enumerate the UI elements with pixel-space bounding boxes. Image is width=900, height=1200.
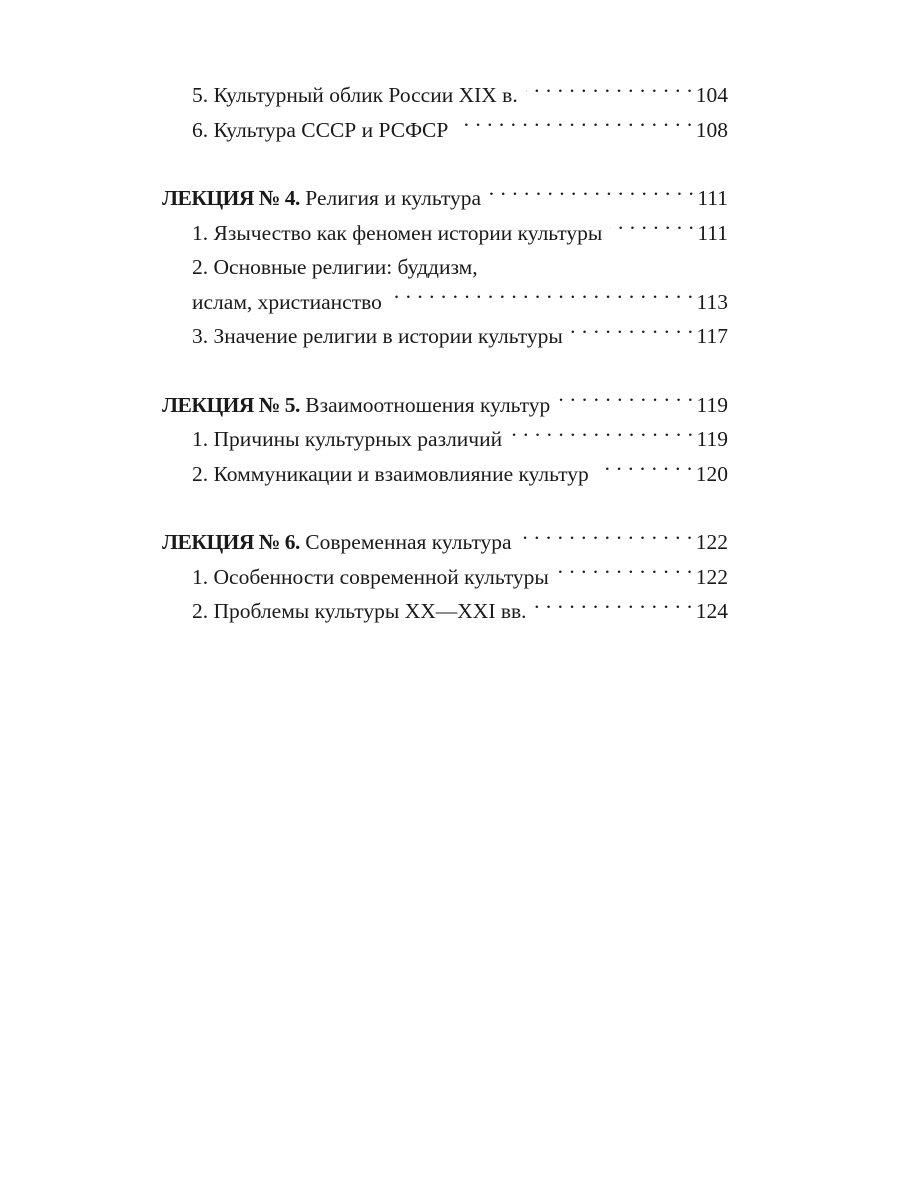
lecture-label: ЛЕКЦИЯ № 4. [162,186,300,210]
toc-entry-title: 3. Значение религии в истории культуры [192,324,563,348]
toc-entry-line-2[interactable] [162,285,728,320]
toc-lecture-title [162,525,512,560]
toc-entry[interactable] [162,560,728,595]
toc-entry[interactable] [162,216,728,251]
toc-entry-title: 1. Язычество как феномен истории культуры [192,220,603,245]
dot-leader [557,562,693,584]
dot-leader [571,322,694,344]
toc-entry-page: 122 [695,530,728,554]
toc-section-lecture-5 [162,388,728,492]
toc-lecture-heading[interactable] [162,525,728,560]
toc-lecture-title [162,388,550,423]
dot-leader [558,390,693,412]
dot-leader [535,597,693,619]
toc-entry[interactable] [162,594,728,629]
lecture-label: ЛЕКЦИЯ № 6. [162,530,300,554]
toc-entry-page: 122 [695,564,728,589]
toc-entry[interactable] [162,78,728,113]
toc-entry-title: 2. Проблемы культуры XX—XXI вв. [192,599,527,623]
toc-entry-title: 2. Основные религии: буддизм, [192,255,478,279]
toc-entry[interactable] [162,457,728,492]
lecture-name: Современная культура [305,530,512,554]
toc-entry-title: 6. Культура СССР и РСФСР [192,117,449,142]
toc-section-lecture-6 [162,525,728,629]
toc-entry-page: 120 [695,461,728,486]
dot-leader [456,115,692,137]
toc-entry-page: 119 [696,392,728,417]
dot-leader [597,459,693,481]
toc-entry[interactable] [162,422,728,457]
toc-entry-page: 111 [697,186,728,210]
dot-leader [610,218,694,240]
toc-entry[interactable] [162,113,728,148]
toc-entry-line-1[interactable] [162,250,728,285]
toc-lecture-title [162,181,481,216]
lecture-label: ЛЕКЦИЯ № 5. [162,392,300,417]
dot-leader [489,184,694,206]
toc-entry-page: 117 [696,324,728,348]
toc-section-lecture-3-tail [162,78,728,147]
toc-entry[interactable] [162,319,728,354]
toc-entry-page: 119 [696,427,728,451]
toc-section-lecture-4 [162,181,728,354]
dot-leader [526,81,693,103]
lecture-name: Взаимоотношения культур [305,392,551,417]
toc-entry-title: 1. Причины культурных различий [192,427,503,451]
dot-leader [520,528,693,550]
table-of-contents [162,78,728,663]
toc-lecture-heading[interactable] [162,388,728,423]
lecture-name: Религия и культура [305,186,482,210]
dot-leader [510,425,693,447]
toc-entry-page: 124 [695,599,728,623]
toc-entry-page: 104 [695,83,728,107]
toc-entry-title: 2. Коммуникации и взаимовлияние культур [192,461,589,486]
toc-entry-page: 108 [695,117,728,142]
toc-entry-title: 1. Особенности современной культуры [192,564,549,589]
toc-entry-page: 111 [697,220,728,245]
toc-entry-title: ислам, христианство [192,289,382,314]
toc-lecture-heading[interactable] [162,181,728,216]
dot-leader [390,287,694,309]
toc-entry-page: 113 [696,289,728,314]
toc-entry-title: 5. Культурный облик России XIX в. [192,83,518,107]
